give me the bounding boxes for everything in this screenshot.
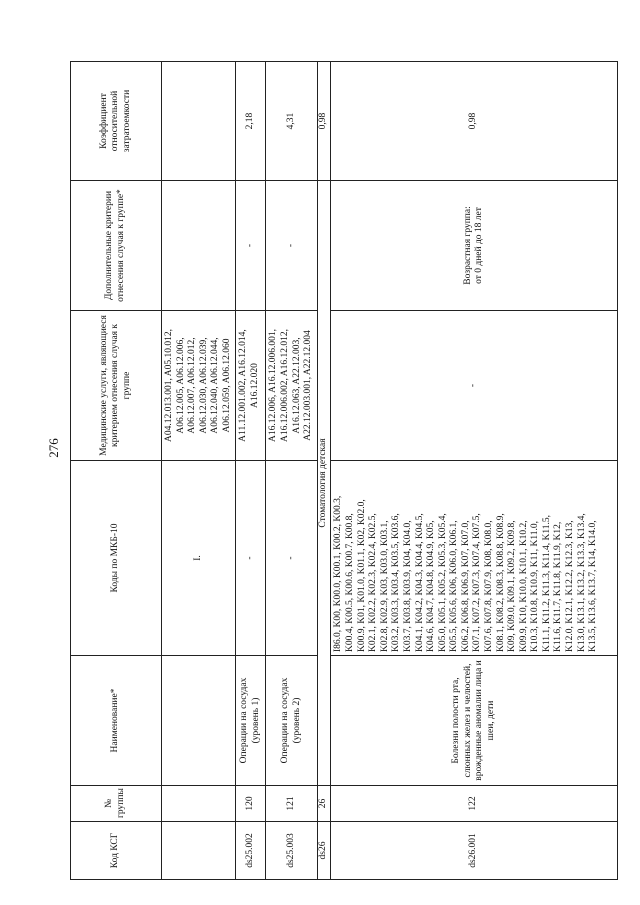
header-coef: Коэффициент относительной затратоемкости — [71, 62, 162, 181]
cell-group-no: 121 — [266, 786, 318, 822]
cell-services: A11.12.001.002, A16.12.014, A16.12.020 — [236, 311, 266, 461]
header-extra: Дополнительные критерии отнесения случая к группе* — [71, 181, 162, 311]
cell-extra: Возрастная группа: от 0 дней до 18 лет — [331, 181, 618, 311]
cell-code — [162, 822, 236, 880]
page-number: 276 — [46, 438, 61, 458]
cell-coef: 2,18 — [236, 62, 266, 181]
cell-icd: I86.0, K00, K00.0, K00.1, K00.2, K00.3, K00.4, K00.5, K00.6, K00.7, K00.8, K00.9, K01, K01.0, K01.1, K02, K02.0, K02.1, K02.2, K02.3, K02.4, K02.5, K02.8, K02.9, K03, K03.0, K03.1, K03.2, K03.3, K03.4, K03.5, K03.6, K03.7, K03.8, K03.9, K04, K04.0, K04.1, K04.2, K04.3, K04.4, K04.5, K04.6, K04.7, K04.8, K04.9, K05, K05.0, K05.1, K05.2, K05.3, K05.4, K05.5, K05.6, K06, K06.0, K06.1, K06.2, K06.8, K06.9, K07, K07.0, K07.1, K07.2, K07.3, K07.4, K07.5, K07.6, K07.8, K07.9, K08, K08.0, K08.1, K08.2, K08.3, K08.8, K08.9, K09, K09.0, K09.1, K09.2, K09.8, K09.9, K10, K10.0, K10.1, K10.2, K10.3, K10.8, K10.9, K11, K11.0, K11.1, K11.2, K11.3, K11.4, K11.5, K11.6, K11.7, K11.8, K11.9, K12, K12.0, K12.1, K12.2, K12.3, K13, K13.0, K13.1, K13.2, K13.3, K13.4, K13.5, K13.6, K13.7, K14, K14.0, — [331, 461, 618, 656]
header-group-no: № группы — [71, 786, 162, 822]
table-row — [266, 62, 318, 880]
cell-extra: - — [266, 181, 318, 311]
cell-coef: 4,31 — [266, 62, 318, 181]
header-code: Код КСГ — [71, 822, 162, 880]
cell-name: Болезни полости рта, слюнных желез и челюстей, врожденные аномалии лица и шеи, дети — [331, 656, 618, 786]
header-icd: Коды по МКБ-10 — [71, 461, 162, 656]
cell-code: ds26.001 — [331, 822, 618, 880]
cell-services: A04.12.013.001, A05.10.012, A06.12.005, A06.12.006, A06.12.007, A06.12.012, A06.12.030, A06.12.039, A06.12.040, A06.12.044, A06.12.059, A06.12.060 — [162, 311, 236, 461]
section-title: Стоматология детская — [318, 181, 331, 786]
cell-name: Операции на сосудах (уровень 2) — [266, 656, 318, 786]
table-row — [331, 62, 618, 880]
cell-extra: - — [236, 181, 266, 311]
cell-services: A16.12.006, A16.12.006.001, A16.12.006.002, A16.12.012, A16.12.063, A22.12.003, A22.12.003.001, A22.12.004 — [266, 311, 318, 461]
cell-icd: I. — [162, 461, 236, 656]
cell-group-no — [162, 786, 236, 822]
cell-coef: 0,98 — [331, 62, 618, 181]
header-row — [71, 62, 162, 880]
cell-extra — [162, 181, 236, 311]
cell-name: Операции на сосудах (уровень 1) — [236, 656, 266, 786]
cell-name — [162, 656, 236, 786]
cell-code: ds25.002 — [236, 822, 266, 880]
cell-code: ds25.003 — [266, 822, 318, 880]
cell-icd: - — [266, 461, 318, 656]
header-name: Наименование* — [71, 656, 162, 786]
cell-group-no: 26 — [318, 786, 331, 822]
ksg-table — [70, 61, 618, 880]
cell-icd: - — [236, 461, 266, 656]
cell-code: ds26 — [318, 822, 331, 880]
rotated-table-container — [70, 62, 618, 880]
cell-coef — [162, 62, 236, 181]
cell-coef: 0,98 — [318, 62, 331, 181]
cell-group-no: 120 — [236, 786, 266, 822]
section-row — [318, 62, 331, 880]
cell-services: - — [331, 311, 618, 461]
table-row — [236, 62, 266, 880]
cell-group-no: 122 — [331, 786, 618, 822]
table-row — [162, 62, 236, 880]
header-services: Медицинские услуги, являющиеся критерием отнесения случая к группе — [71, 311, 162, 461]
